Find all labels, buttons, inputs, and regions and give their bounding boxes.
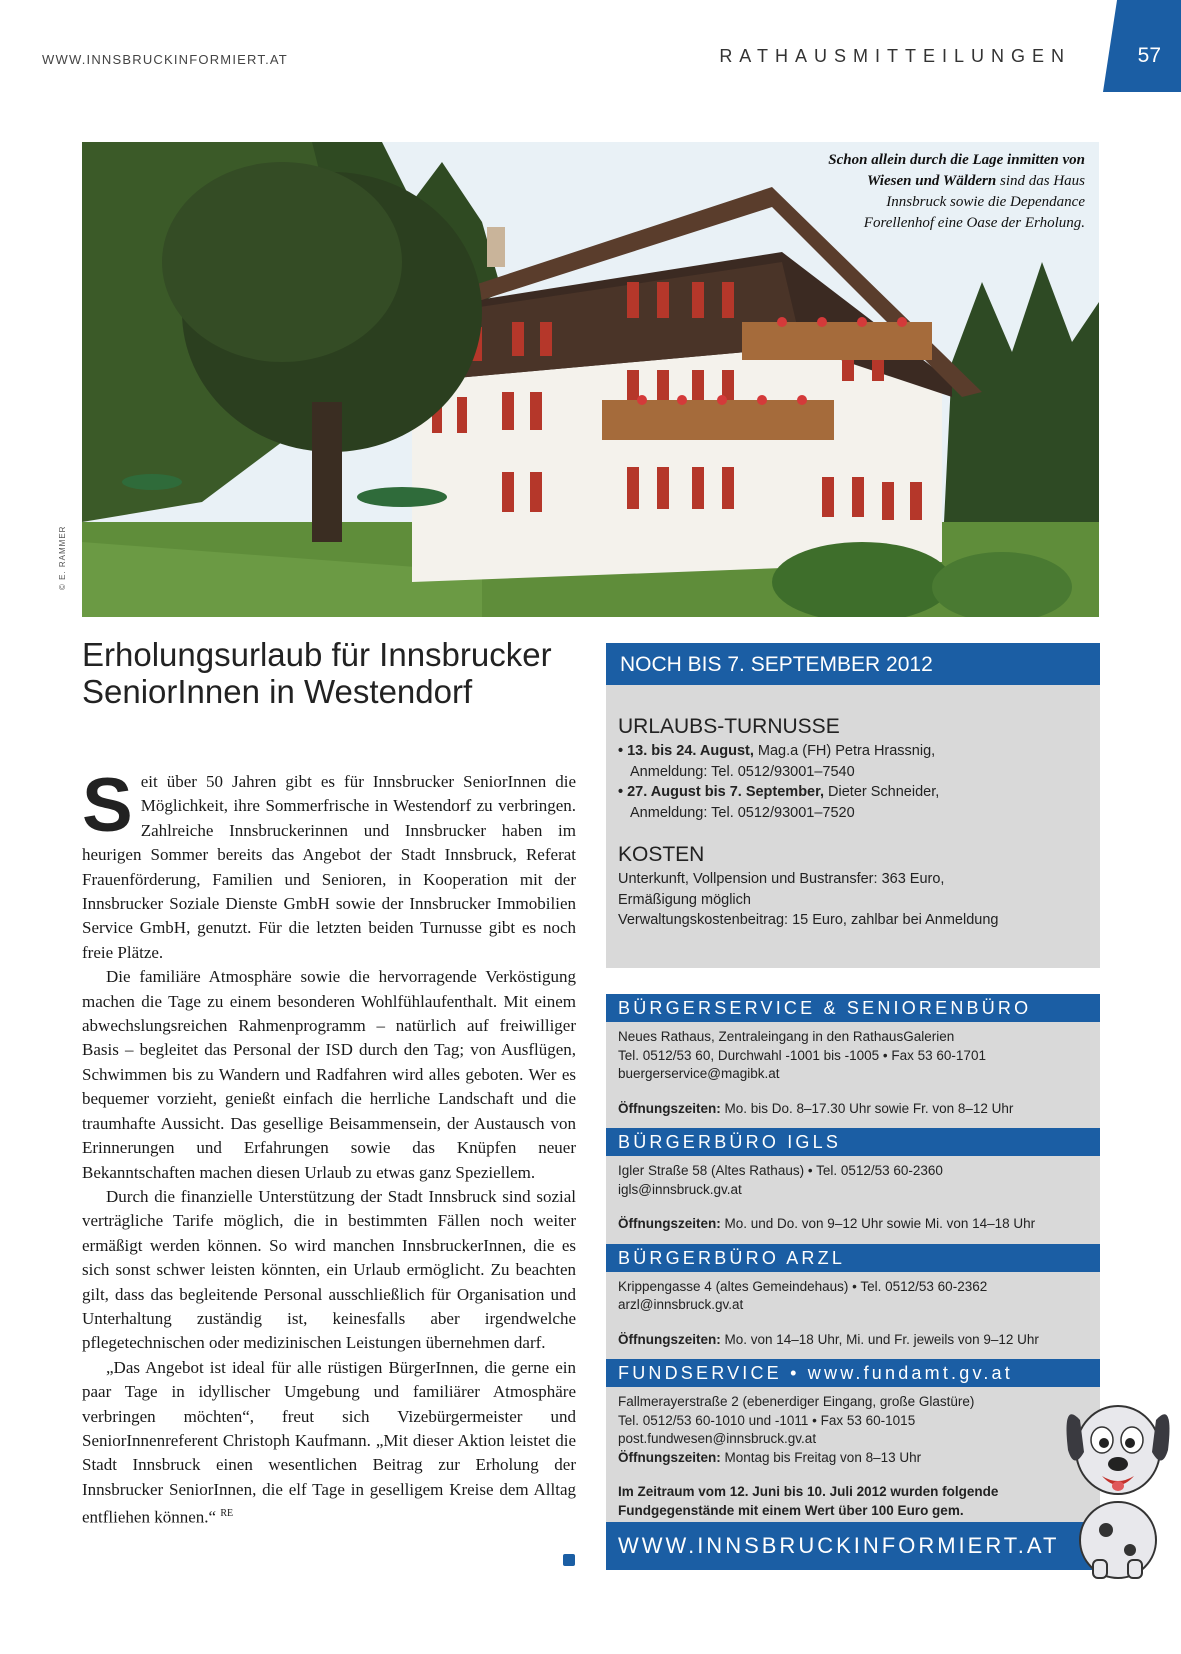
hours-label: Öffnungszeiten:: [618, 1100, 721, 1116]
service-body-igls: [606, 1156, 1100, 1244]
service-hours: [618, 1449, 1014, 1468]
service-email[interactable]: igls@innsbruck.gv.at: [618, 1181, 742, 1197]
article-headline: Erholungsurlaub für Innsbrucker SeniorInnen in Westendorf: [82, 636, 552, 710]
service-hours: [618, 1215, 1088, 1238]
turnus-phone: Anmeldung: Tel. 0512/93001–7540: [630, 763, 855, 780]
service-head-arzl: BÜRGERBÜRO ARZL: [606, 1244, 1100, 1272]
kosten-title: KOSTEN: [618, 843, 705, 866]
article-paragraph: Die familiäre Atmosphäre sowie die hervorragende Verköstigung machen die Tage zu einem besonderen Wohlfühlaufenthalt. Mit einem abwechslungsreichen Rahmenprogramm – natürlich auf freiwilliger Basis – begleitet das Personal der ISD durch den Tag; von Ausflügen, Schwimmen bis zu Wandern und Radfahren wird alles geboten. Wer es bequemer vorzieht, genießt einfach die herrliche Landschaft und die traumhafte Aussicht. Das gesellige Beisammensein, der Austausch von Erinnerungen und Erfahrungen sowie das Knüpfen neuer Bekanntschaften machen diesen Urlaub zu etwas ganz Speziellem.: [82, 967, 576, 1182]
hours-value: Mo. und Do. von 9–12 Uhr sowie Mi. von 14–18 Uhr: [720, 1216, 1036, 1231]
article-paragraph: [82, 763, 576, 965]
article-paragraph: Durch die finanzielle Unterstützung der Stadt Innsbruck sind sozial verträgliche Tarife möglich, die in bestimmten Fällen noch weiter ermäßigt werden können. So wird manchen InnsbruckerInnen, die es sich sonst schwer leisten könnten, ein Urlaub ermöglicht. Zu beachten gilt, dass das begleitende Personal ausschließlich für Organisation und Unterhaltung zuständig ist, keinesfalls aber irgendwelche pflegetechnischen oder medizinischen Leistungen übernehmen darf.: [82, 1186, 576, 1353]
turnus-item: [618, 741, 1088, 762]
article-paragraph-text: „Das Angebot ist ideal für alle rüstigen BürgerInnen, die gerne ein paar Tage in idyllischer Umgebung und familiärer Atmosphäre verbringen möchten“, freut sich Vizebürgermeister und SeniorInnenreferent Christoph Kaufmann. „Mit dieser Aktion leistet die Stadt Innsbruck einen wesentlichen Beitrag zur Erholung der Innsbrucker SeniorInnen, die elf Tage in geselligem Kreise dem Alltag entfliehen können.“: [82, 1357, 576, 1527]
kosten-line: Unterkunft, Vollpension und Bustransfer: 363 Euro,: [618, 871, 945, 887]
service-line: Tel. 0512/53 60-1010 und -1011 • Fax 53 60-1015: [618, 1412, 916, 1428]
service-head-buergerservice: BÜRGERSERVICE & SENIORENBÜRO: [606, 994, 1100, 1022]
hours-value: Montag bis Freitag von 8–13 Uhr: [720, 1449, 922, 1465]
service-line: Neues Rathaus, Zentraleingang in den RathausGalerien: [618, 1029, 955, 1044]
footer-url[interactable]: WWW.INNSBRUCKINFORMIERT.AT: [606, 1522, 1100, 1570]
holiday-info-head: NOCH BIS 7. SEPTEMBER 2012: [606, 643, 1100, 685]
photo-credit: © E. RAMMER: [58, 525, 67, 590]
turnus-phone: Anmeldung: Tel. 0512/93001–7520: [630, 804, 855, 821]
drop-cap: S: [82, 763, 133, 848]
author-initials: RE: [220, 1508, 234, 1520]
dog-mascot-icon: [1058, 1390, 1176, 1580]
service-email[interactable]: arzl@innsbruck.gv.at: [618, 1297, 744, 1312]
fund-notice-line: Im Zeitraum vom 12. Juni bis 10. Juli 2012 wurden folgende: [618, 1484, 999, 1499]
service-hours: [618, 1100, 1088, 1123]
service-body-arzl: [606, 1272, 1100, 1360]
services-box: [606, 994, 1100, 1570]
hours-value: Mo. von 14–18 Uhr, Mi. und Fr. jeweils von 9–12 Uhr: [720, 1331, 1039, 1347]
service-email[interactable]: buergerservice@magibk.at: [618, 1066, 780, 1081]
house-photo: [82, 142, 1099, 617]
hours-value: Mo. bis Do. 8–17.30 Uhr sowie Fr. von 8–12 Uhr: [720, 1100, 1014, 1116]
hours-label: Öffnungszeiten:: [618, 1216, 721, 1231]
turnusse-title: URLAUBS-TURNUSSE: [618, 715, 840, 738]
turnus-contact: Dieter Schneider,: [824, 784, 940, 800]
service-line: Igler Straße 58 (Altes Rathaus) • Tel. 0512/53 60-2360: [618, 1163, 943, 1178]
service-head-igls: BÜRGERBÜRO IGLS: [606, 1128, 1100, 1156]
kosten-line: Verwaltungskostenbeitrag: 15 Euro, zahlbar bei Anmeldung: [618, 912, 999, 928]
kosten-line: Ermäßigung möglich: [618, 891, 751, 908]
service-head-fundservice: FUNDSERVICE • www.fundamt.gv.at: [606, 1359, 1100, 1387]
article-body: [82, 763, 576, 1530]
service-body-buergerservice: [606, 1022, 1100, 1128]
turnus-date: • 13. bis 24. August,: [618, 743, 754, 759]
holiday-info-body: [606, 685, 1100, 941]
service-line: Krippengasse 4 (altes Gemeindehaus) • Tel. 0512/53 60-2362: [618, 1278, 988, 1294]
turnus-date: • 27. August bis 7. September,: [618, 784, 824, 800]
service-line: Fallmerayerstraße 2 (ebenerdiger Eingang, große Glastüre): [618, 1394, 975, 1409]
header-url: WWW.INNSBRUCKINFORMIERT.AT: [42, 52, 288, 67]
article-paragraph: [82, 1356, 576, 1531]
service-email[interactable]: post.fundwesen@innsbruck.gv.at: [618, 1431, 817, 1446]
article-paragraph-text: eit über 50 Jahren gibt es für Innsbrucker SeniorInnen die Möglichkeit, ihre Sommerfrische in Westendorf zu verbringen. Zahlreiche Innsbruckerinnen und Innsbrucker haben im heurigen Sommer bereits das Angebot der Stadt Innsbruck, Referat Frauenförderung, Familien und Senioren, in Kooperation mit der Innsbrucker Soziale Dienste GmbH sowie der Innsbrucker Immobilien Service GmbH, genutzt. Für die letzten beiden Turnusse gibt es noch freie Plätze.: [82, 772, 576, 962]
page-number: 57: [1137, 44, 1161, 67]
holiday-info-box: [606, 643, 1100, 968]
hours-label: Öffnungszeiten:: [618, 1331, 721, 1347]
service-body-fundservice: [606, 1387, 1026, 1545]
photo-caption-bold: Schon allein durch die Lage inmitten von Wiesen und Wäldern: [828, 152, 1085, 189]
photo-caption-rest: sind das Haus Innsbruck sowie die Dependance Forellenhof eine Oase der Erholung.: [863, 173, 1085, 231]
section-title: RATHAUSMITTEILUNGEN: [719, 46, 1071, 66]
fund-notice-line: Fundgegenstände mit einem Wert über 100 Euro gem.: [618, 1502, 964, 1518]
service-line: Tel. 0512/53 60, Durchwahl -1001 bis -1005 • Fax 53 60-1701: [618, 1047, 986, 1063]
hours-label: Öffnungszeiten:: [618, 1449, 721, 1465]
service-hours: [618, 1331, 1088, 1354]
turnus-contact: Mag.a (FH) Petra Hrassnig,: [753, 743, 936, 759]
photo-caption: [825, 150, 1085, 234]
turnus-item: [618, 782, 1088, 803]
article-end-mark: [563, 1554, 575, 1566]
